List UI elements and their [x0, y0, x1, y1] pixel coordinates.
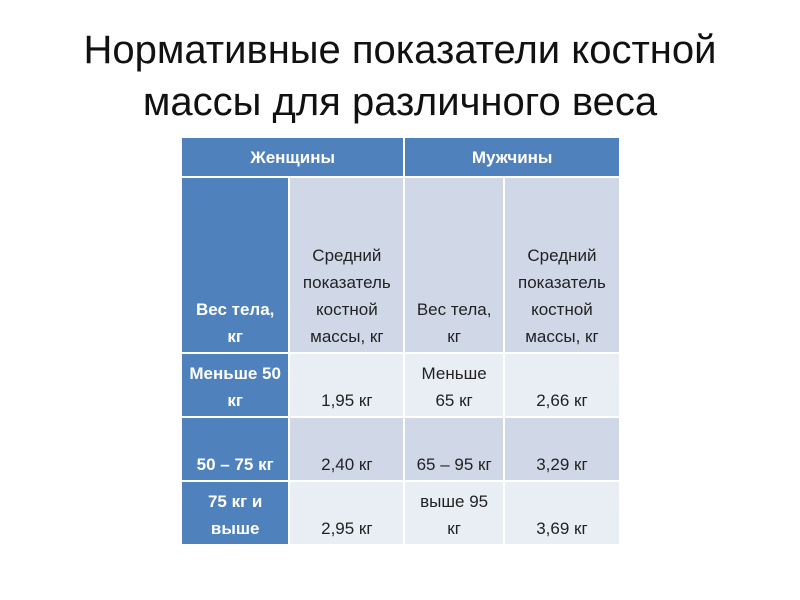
header-men: Мужчины	[404, 137, 620, 177]
row-men-bone-mass: 2,66 кг	[504, 353, 620, 417]
subheader-women-weight: Вес тела, кг	[181, 177, 289, 353]
table-subheader-row	[181, 177, 620, 353]
row-men-weight: 65 – 95 кг	[404, 417, 504, 481]
subheader-men-bone-mass: Средний показатель костной массы, кг	[504, 177, 620, 353]
table-row	[181, 481, 620, 545]
table-group-header-row	[181, 137, 620, 177]
row-men-weight: выше 95 кг	[404, 481, 504, 545]
row-women-bone-mass: 1,95 кг	[289, 353, 404, 417]
row-women-bone-mass: 2,95 кг	[289, 481, 404, 545]
table-row	[181, 353, 620, 417]
row-women-bone-mass: 2,40 кг	[289, 417, 404, 481]
row-women-weight: 50 – 75 кг	[181, 417, 289, 481]
slide-title: Нормативные показатели костной массы для различного веса	[83, 28, 717, 124]
row-women-weight: Меньше 50 кг	[181, 353, 289, 417]
table-row	[181, 417, 620, 481]
subheader-women-bone-mass: Средний показатель костной массы, кг	[289, 177, 404, 353]
row-men-bone-mass: 3,29 кг	[504, 417, 620, 481]
row-men-bone-mass: 3,69 кг	[504, 481, 620, 545]
row-men-weight: Меньше 65 кг	[404, 353, 504, 417]
row-women-weight: 75 кг и выше	[181, 481, 289, 545]
subheader-men-weight: Вес тела, кг	[404, 177, 504, 353]
header-women: Женщины	[181, 137, 404, 177]
bone-mass-table	[180, 136, 621, 546]
